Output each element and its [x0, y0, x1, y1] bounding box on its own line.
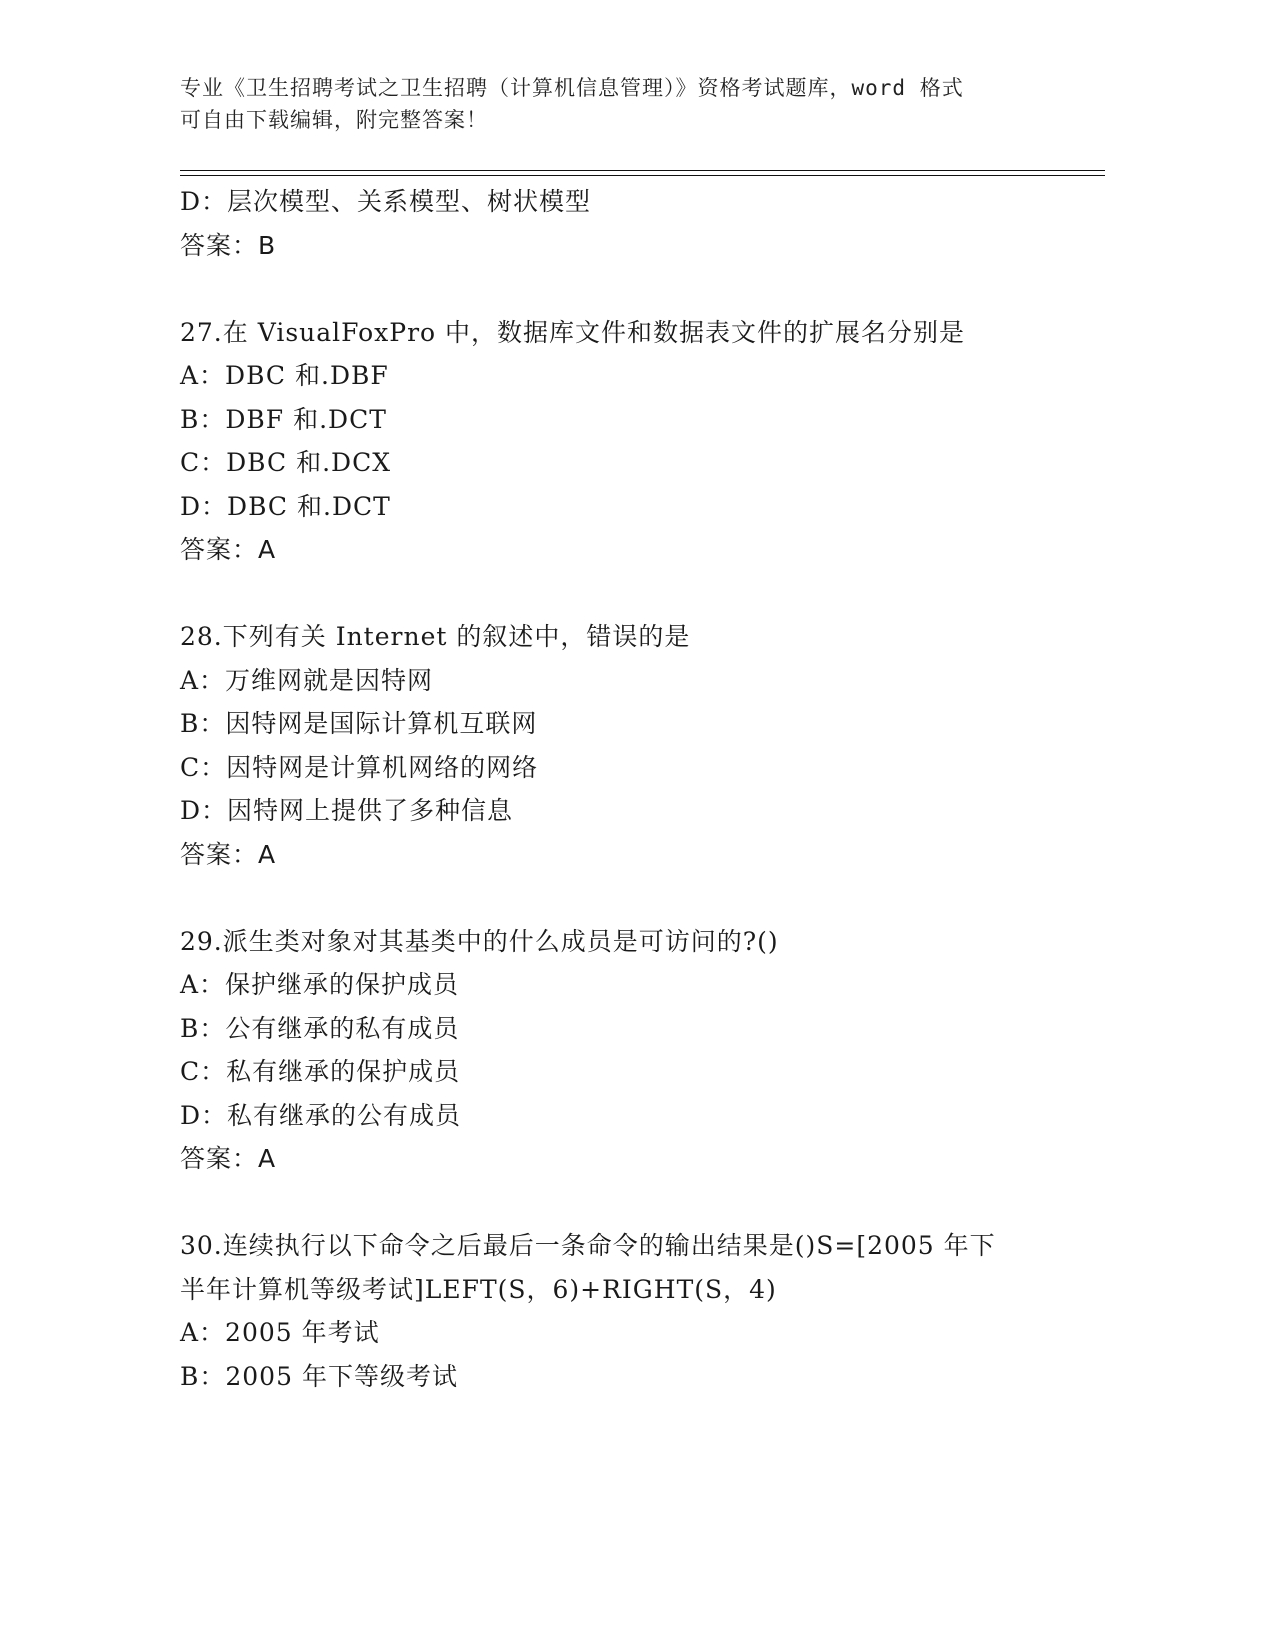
- document-header: [180, 72, 1040, 136]
- question-stem: 28.下列有关 Internet 的叙述中，错误的是: [180, 622, 691, 651]
- header-line-1: 专业《卫生招聘考试之卫生招聘（计算机信息管理）》资格考试题库，word 格式: [180, 76, 964, 100]
- question-30: [180, 1224, 1080, 1398]
- question-stem-line-1: 30.连续执行以下命令之后最后一条命令的输出结果是()S=[2005 年下: [180, 1231, 996, 1260]
- answer-line: 答案：A: [180, 535, 277, 564]
- question-list: [180, 180, 1080, 1398]
- spacer: [180, 876, 1080, 920]
- answer-line: 答案：A: [180, 839, 277, 869]
- answer-line: 答案：A: [180, 1144, 277, 1173]
- option-c: C：私有继承的保护成员: [180, 1057, 461, 1086]
- option-a: A：保护继承的保护成员: [180, 970, 460, 999]
- option-d: D：层次模型、关系模型、树状模型: [180, 187, 592, 216]
- answer-line: 答案：B: [180, 230, 277, 260]
- question-28: [180, 615, 1080, 876]
- question-stem-line-2: 半年计算机等级考试]LEFT(S，6)+RIGHT(S，4): [180, 1274, 777, 1304]
- question-stem: 27.在 VisualFoxPro 中，数据库文件和数据表文件的扩展名分别是: [180, 317, 966, 347]
- question-stem: 29.派生类对象对其基类中的什么成员是可访问的?(): [180, 926, 779, 956]
- question-27: [180, 311, 1080, 572]
- spacer: [180, 1181, 1080, 1225]
- option-a: A：2005 年考试: [180, 1318, 380, 1347]
- question-26-tail: [180, 180, 1080, 267]
- option-c: C：因特网是计算机网络的网络: [180, 752, 539, 782]
- option-b: B：公有继承的私有成员: [180, 1013, 460, 1043]
- option-d: D：因特网上提供了多种信息: [180, 796, 514, 825]
- option-c: C：DBC 和.DCX: [180, 448, 392, 477]
- header-divider-bottom: [180, 175, 1105, 176]
- option-d: D：私有继承的公有成员: [180, 1100, 462, 1130]
- header-line-2: 可自由下载编辑，附完整答案！: [180, 108, 488, 132]
- spacer: [180, 572, 1080, 616]
- option-b: B：2005 年下等级考试: [180, 1361, 458, 1391]
- option-a: A：DBC 和.DBF: [180, 361, 389, 390]
- spacer: [180, 267, 1080, 311]
- option-b: B：DBF 和.DCT: [180, 404, 387, 434]
- header-divider-top: [180, 170, 1105, 171]
- option-b: B：因特网是国际计算机互联网: [180, 709, 538, 738]
- option-d: D：DBC 和.DCT: [180, 491, 391, 521]
- question-29: [180, 920, 1080, 1181]
- option-a: A：万维网就是因特网: [180, 665, 434, 695]
